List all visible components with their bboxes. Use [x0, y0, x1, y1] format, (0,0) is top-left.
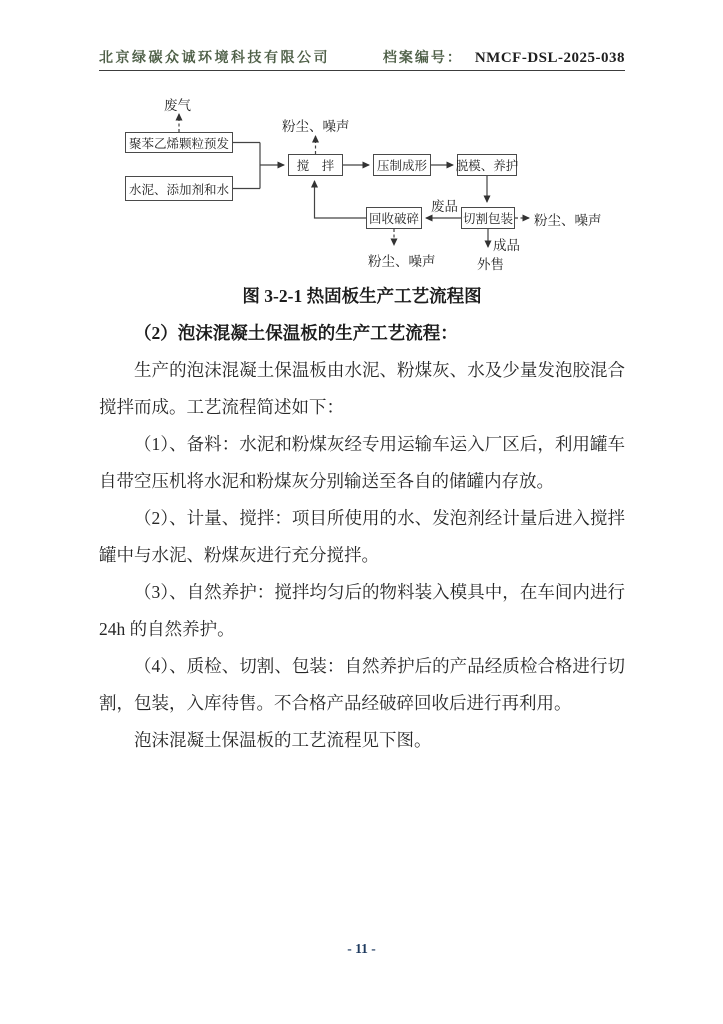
page-footer [0, 941, 723, 957]
company-name: 北京绿碳众诚环境科技有限公司 [99, 51, 330, 66]
label-finished-product: 成品 [493, 238, 520, 253]
paragraph-step4-inspection-cutting-packaging: （4）、质检、切割、包装：自然养护后的产品经质检合格进行切割，包装，入库待售。不合格产品经破碎回收后进行再利用。 [99, 656, 625, 713]
archive-number: NMCF-DSL-2025-038 [474, 50, 625, 66]
flowchart-box-cement-additives-water: 水泥、添加剂和水 [125, 176, 233, 201]
process-flowchart [100, 88, 640, 280]
flowchart-box-mixing: 搅 拌 [288, 154, 343, 176]
document-body [99, 278, 625, 759]
flowchart-box-recycle-crushing: 回收破碎 [366, 207, 422, 229]
flowchart-box-demold-curing: 脱模、养护 [457, 154, 517, 176]
label-scrap: 废品 [431, 199, 458, 214]
label-dust-noise-recycle: 粉尘、噪声 [368, 254, 436, 269]
page-header [99, 44, 625, 71]
flowchart-box-press-forming: 压制成形 [373, 154, 431, 176]
paragraph-step2-metering-mixing: （2）、计量、搅拌：项目所使用的水、发泡剂经计量后进入搅拌罐中与水泥、粉煤灰进行充分搅拌。 [99, 508, 625, 565]
archive-label: 档案编号： [382, 51, 463, 66]
section-heading: （2）泡沫混凝土保温板的生产工艺流程： [134, 323, 458, 343]
paragraph-see-figure-below: 泡沫混凝土保温板的工艺流程见下图。 [134, 730, 432, 750]
label-dust-noise-cutting: 粉尘、噪声 [534, 213, 602, 228]
paragraph-step1-preparation: （1）、备料：水泥和粉煤灰经专用运输车运入厂区后，利用罐车自带空压机将水泥和粉煤灰分别输送至各自的储罐内存放。 [99, 434, 625, 491]
archive-info [383, 47, 625, 67]
flowchart-box-eps-preexpansion: 聚苯乙烯颗粒预发 [125, 132, 233, 153]
label-waste-gas: 废气 [164, 98, 191, 113]
paragraph-step3-natural-curing: （3）、自然养护：搅拌均匀后的物料装入模具中，在车间内进行 24h 的自然养护。 [99, 582, 625, 639]
figure-caption: 图 3-2-1 热固板生产工艺流程图 [242, 286, 482, 306]
label-external-sale: 外售 [477, 257, 504, 272]
label-dust-noise-mixing: 粉尘、噪声 [282, 119, 350, 134]
page-number: - 11 - [347, 941, 376, 956]
flowchart-box-cutting-packaging: 切割包装 [461, 207, 515, 229]
paragraph-intro: 生产的泡沫混凝土保温板由水泥、粉煤灰、水及少量发泡胶混合搅拌而成。工艺流程简述如下： [99, 360, 625, 417]
